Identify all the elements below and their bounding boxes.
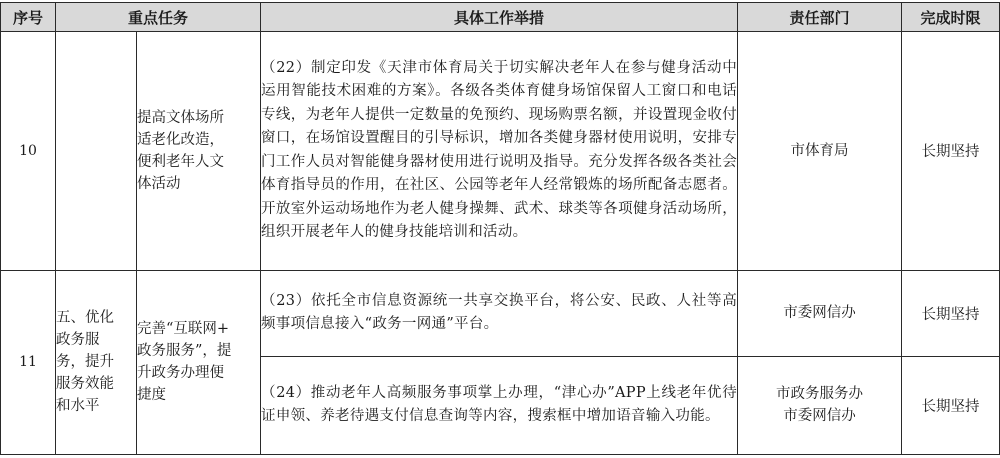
header-no: 序号 (1, 3, 56, 32)
table-header-row (1, 3, 1000, 32)
measure-cell: （22）制定印发《天津市体育局关于切实解决老年人在参与健身活动中运用智能技术困难的方案》。各级各类体育健身场馆保留人工窗口和电话专线，为老年人提供一定数量的免预约、现场购票名额，并设置现金收付窗口，在场馆设置醒目的引导标识，增加各类健身器材使用说明，安排专门工作人员对智能健身器材使用进行说明及指导。充分发挥各级各类社会体育指导员的作用，在社区、公园等老年人经常锻炼的场所配备志愿者。开放室外运动场地作为老人健身操舞、武术、球类等各项健身活动场所，组织开展老年人的健身技能培训和活动。 (261, 32, 738, 271)
dept-cell: 市体育局 (738, 32, 902, 271)
subtask-cell: 完善“互联网+ 政务服务”，提 升政务办理便 捷度 (137, 270, 261, 454)
task-table (0, 2, 1000, 455)
table-row (1, 32, 1000, 271)
dept-cell: 市委网信办 (738, 270, 902, 356)
subtask-cell: 提高文体场所 适老化改造， 便利老年人文 体活动 (137, 32, 261, 271)
row-number: 11 (1, 270, 56, 454)
header-dept: 责任部门 (738, 3, 902, 32)
measure-cell: （23）依托全市信息资源统一共享交换平台，将公安、民政、人社等高频事项信息接入“政务一网通”平台。 (261, 270, 738, 356)
key-task-cell: 五、优化 政务服 务，提升 服务效能 和水平 (56, 270, 137, 454)
header-deadline: 完成时限 (902, 3, 1000, 32)
header-key-task: 重点任务 (56, 3, 261, 32)
measure-cell: （24）推动老年人高频服务事项掌上办理，“津心办”APP上线老年优待证申领、养老待遇支付信息查询等内容，搜索框中增加语音输入功能。 (261, 356, 738, 454)
dept-cell: 市政务服务办 市委网信办 (738, 356, 902, 454)
key-task-cell (56, 32, 137, 271)
header-measures: 具体工作举措 (261, 3, 738, 32)
deadline-cell: 长期坚持 (902, 270, 1000, 356)
table-row (1, 270, 1000, 356)
row-number: 10 (1, 32, 56, 271)
deadline-cell: 长期坚持 (902, 32, 1000, 271)
deadline-cell: 长期坚持 (902, 356, 1000, 454)
